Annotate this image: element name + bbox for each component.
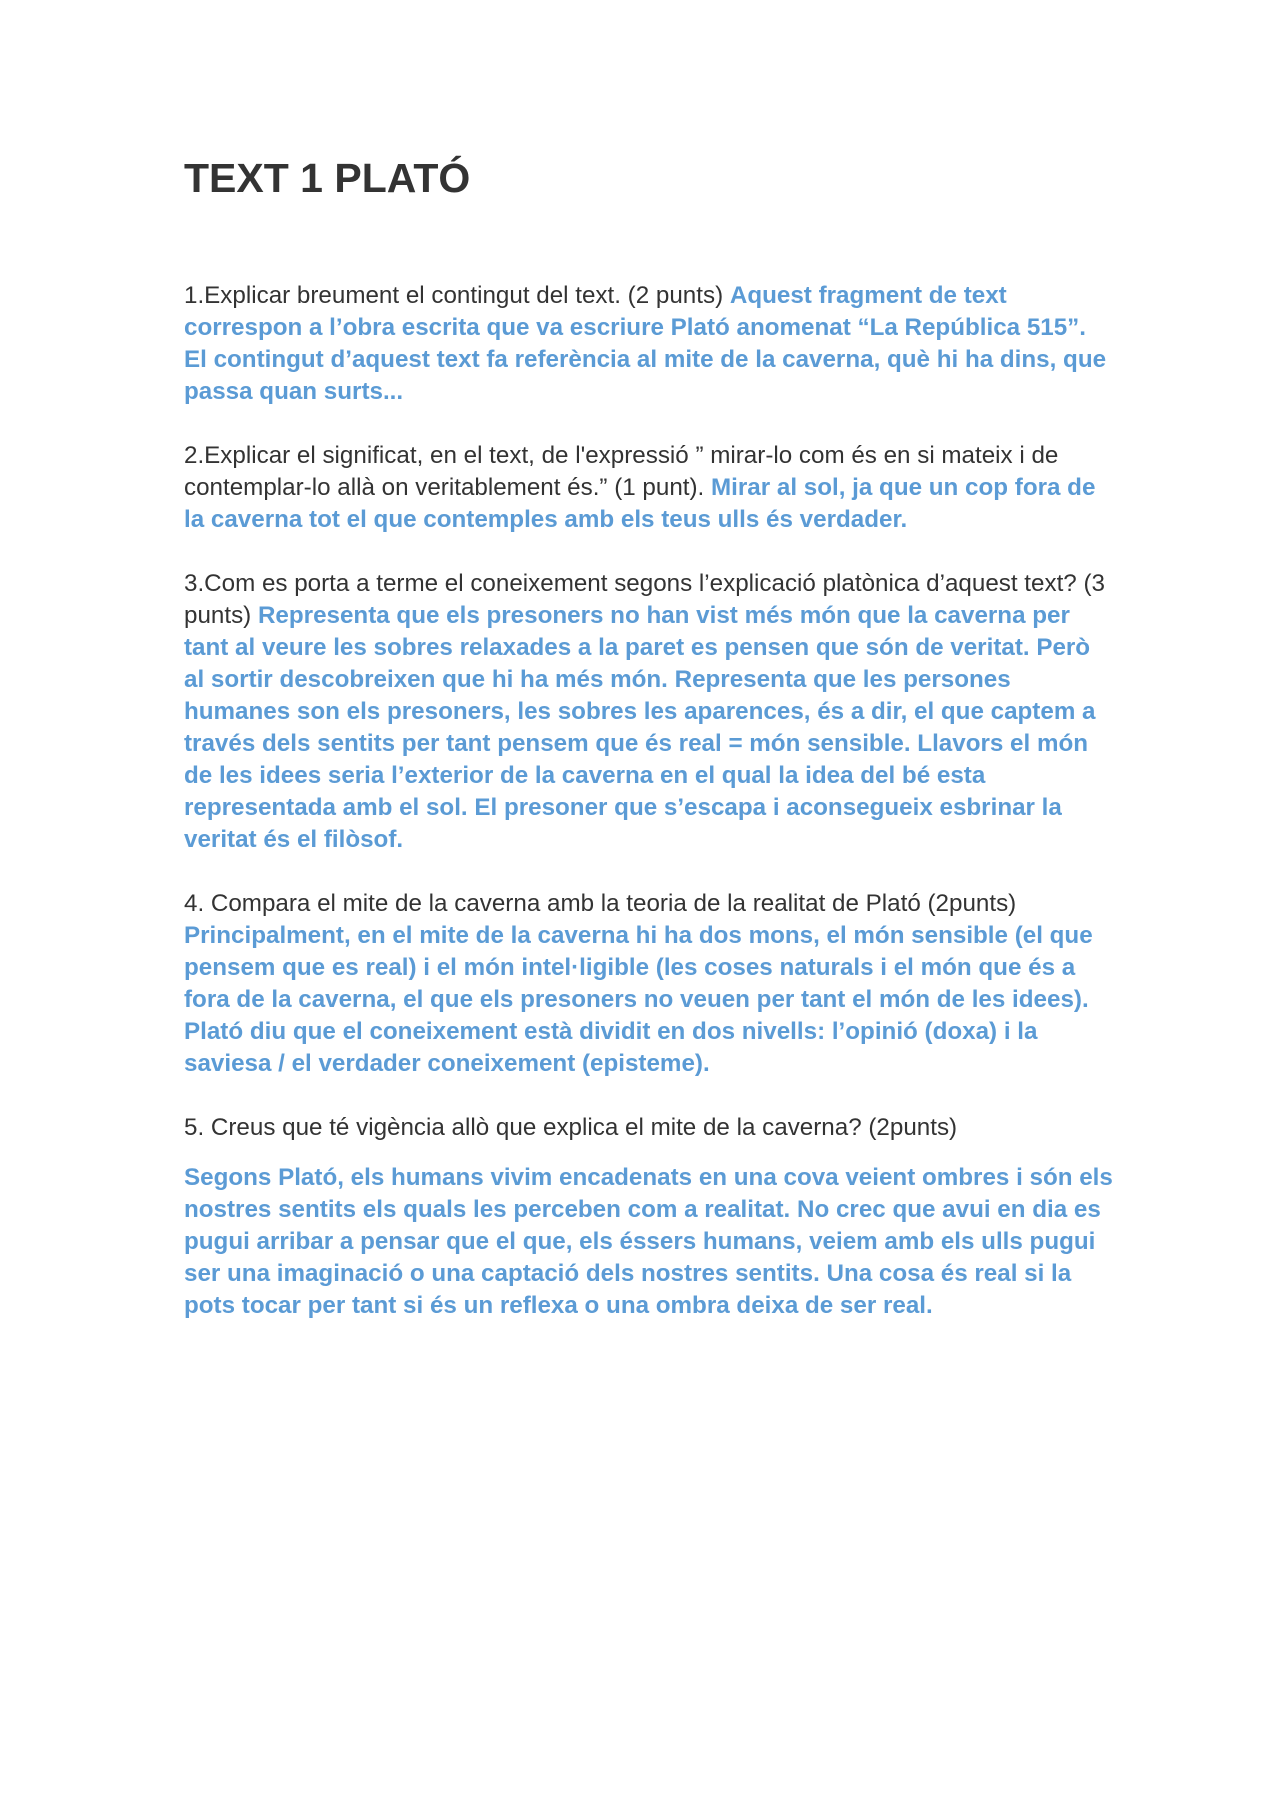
answer-3-text: Representa que els presoners no han vist més món que la caverna per tant al veure les sobres relaxades a la paret es pensen que són de veritat. Però al sortir descobreixen que hi ha més món. Representa que les persones humanes son els presoners, les sobres les aparences, és a dir, el que captem a través dels sentits per tant pensem que és real = món sensible. Llavors el món de les idees seria l’exterior de la caverna en el qual la idea del bé esta representada amb el sol. El presoner que s’escapa i aconsegueix esbrinar la veritat és el filòsof. — [184, 602, 1096, 853]
question-3-text: 3.Com es porta a terme el coneixement segons l’explicació platònica d’aquest text? (3 punts) — [184, 570, 1105, 629]
answer-4-text: Principalment, en el mite de la caverna hi ha dos mons, el món sensible (el que pensem que es real) i el món intel·ligible (les coses naturals i el món que és a fora de la caverna, el que els presoners no veuen per tant el món de les idees). Plató diu que el coneixement està dividit en dos nivells: l’opinió (doxa) i la saviesa / el verdader coneixement (episteme). — [184, 922, 1093, 1077]
question-1 — [184, 280, 1114, 408]
question-2-text: 2.Explicar el significat, en el text, de l'expressió ” mirar-lo com és en si mateix i de contemplar-lo allà on veritablement és.” (1 punt). — [184, 442, 1059, 501]
question-2 — [184, 440, 1114, 536]
question-3 — [184, 568, 1114, 856]
question-1-text: 1.Explicar breument el contingut del text. (2 punts) — [184, 282, 724, 309]
question-4-text: 4. Compara el mite de la caverna amb la teoria de la realitat de Plató (2punts) — [184, 890, 1017, 917]
answer-5-text: Segons Plató, els humans vivim encadenats en una cova veient ombres i són els nostres sentits els quals les perceben com a realitat. No crec que avui en dia es pugui arribar a pensar que el que, els éssers humans, veiem amb els ulls pugui ser una imaginació o una captació dels nostres sentits. Una cosa és real si la pots tocar per tant si és un reflexa o una ombra deixa de ser real. — [184, 1164, 1113, 1319]
document-title: TEXT 1 PLATÓ — [184, 155, 471, 201]
question-4 — [184, 888, 1114, 1080]
question-5-text: 5. Creus que té vigència allò que explica el mite de la caverna? (2punts) — [184, 1114, 958, 1141]
answer-2-text: Mirar al sol, ja que un cop fora de la caverna tot el que contemples amb els teus ulls és verdader. — [184, 474, 1096, 533]
document-page — [184, 150, 1114, 1322]
answer-1-text: Aquest fragment de text correspon a l’obra escrita que va escriure Plató anomenat “La República 515”. El contingut d’aquest text fa referència al mite de la caverna, què hi ha dins, que passa quan surts... — [184, 282, 1107, 405]
